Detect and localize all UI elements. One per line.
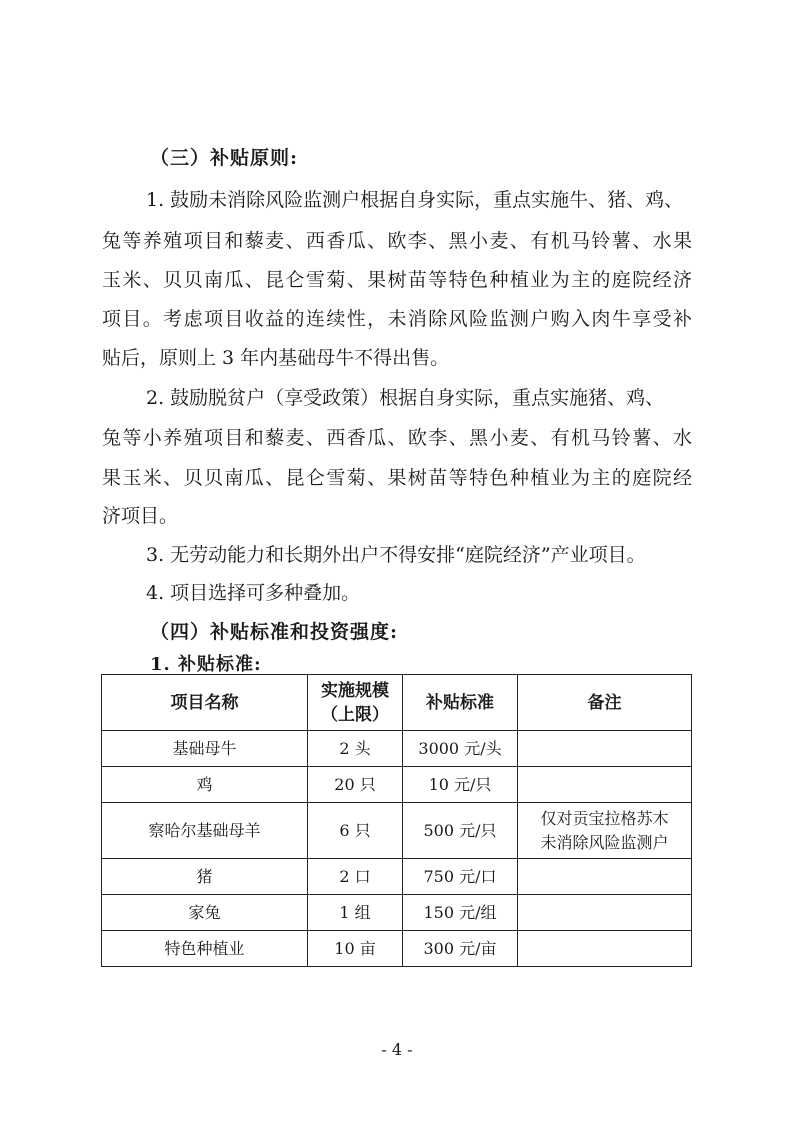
cell-name: 基础母牛: [102, 731, 308, 767]
note-line1: 仅对贡宝拉格苏木: [540, 808, 669, 828]
note-line2: 未消除风险监测户: [540, 832, 669, 852]
header-standard: 补贴标准: [403, 675, 518, 731]
cell-scale: 20 只: [308, 767, 403, 803]
cell-scale: 2 口: [308, 859, 403, 895]
table-row: [102, 895, 692, 931]
table-row: [102, 803, 692, 859]
cell-name: 鸡: [102, 767, 308, 803]
cell-scale: 10 亩: [308, 931, 403, 967]
table-row: [102, 767, 692, 803]
item4-line1: 4. 项目选择可多种叠加。: [146, 582, 361, 604]
cell-note: [518, 767, 692, 803]
table-row: [102, 859, 692, 895]
table-header-row: [102, 675, 692, 731]
table-row: [102, 731, 692, 767]
cell-standard: 500 元/只: [403, 803, 518, 859]
item2-line4: 济项目。: [102, 505, 179, 527]
section3-heading: （三）补贴原则:: [150, 147, 299, 169]
cell-standard: 150 元/组: [403, 895, 518, 931]
header-note: 备注: [518, 675, 692, 731]
cell-scale: 1 组: [308, 895, 403, 931]
cell-standard: 10 元/只: [403, 767, 518, 803]
cell-name: 特色种植业: [102, 931, 308, 967]
item2-line1: 2. 鼓励脱贫户（享受政策）根据自身实际，重点实施猪、鸡、: [146, 387, 665, 409]
cell-standard: 750 元/口: [403, 859, 518, 895]
item1-line1: 1. 鼓励未消除风险监测户根据自身实际，重点实施牛、猪、鸡、: [146, 189, 684, 211]
item1-line5: 贴后，原则上 3 年内基础母牛不得出售。: [102, 347, 450, 369]
item2-line3: 果玉米、贝贝南瓜、昆仑雪菊、果树苗等特色种植业为主的庭院经: [102, 467, 692, 489]
item2-line2: 兔等小养殖项目和藜麦、西香瓜、欧李、黑小麦、有机马铃薯、水: [102, 427, 692, 449]
header-scale-line1: 实施规模: [321, 680, 389, 701]
item1-line3: 玉米、贝贝南瓜、昆仑雪菊、果树苗等特色种植业为主的庭院经济: [102, 269, 692, 291]
cell-scale: 2 头: [308, 731, 403, 767]
header-scale: [308, 675, 403, 731]
cell-note: [518, 731, 692, 767]
cell-standard: 3000 元/头: [403, 731, 518, 767]
item3-line1: 3. 无劳动能力和长期外出户不得安排“庭院经济”产业项目。: [146, 544, 646, 566]
table-row: [102, 931, 692, 967]
subsidy-table: [101, 674, 692, 967]
header-project-name: 项目名称: [102, 675, 308, 731]
cell-note: [518, 931, 692, 967]
cell-note: [518, 859, 692, 895]
page-number: - 4 -: [381, 1040, 413, 1059]
cell-name: 家兔: [102, 895, 308, 931]
header-scale-line2: （上限）: [321, 704, 389, 725]
cell-note: [518, 895, 692, 931]
item1-line2: 兔等养殖项目和藜麦、西香瓜、欧李、黑小麦、有机马铃薯、水果: [102, 230, 692, 252]
section4-subheading: 1. 补贴标准:: [150, 654, 262, 675]
item1-line4: 项目。考虑项目收益的连续性，未消除风险监测户购入肉牛享受补: [102, 308, 692, 330]
cell-scale: 6 只: [308, 803, 403, 859]
section4-heading: （四）补贴标准和投资强度:: [150, 621, 399, 643]
cell-note: [518, 803, 692, 859]
cell-name: 猪: [102, 859, 308, 895]
cell-name: 察哈尔基础母羊: [102, 803, 308, 859]
cell-standard: 300 元/亩: [403, 931, 518, 967]
